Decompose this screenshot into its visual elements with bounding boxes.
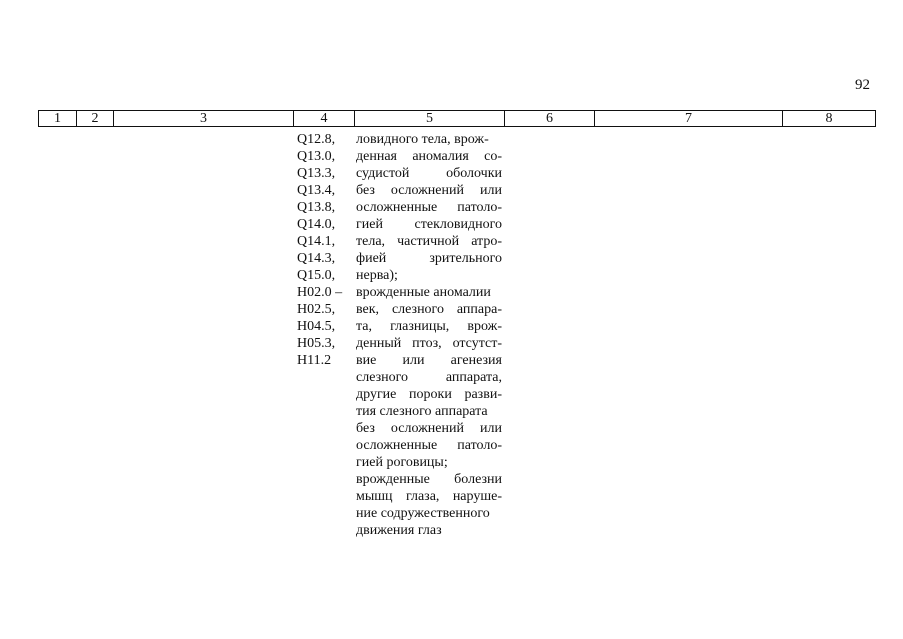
- word: аппарата,: [445, 370, 502, 385]
- page-number: 92: [855, 77, 870, 93]
- word: со-: [484, 149, 502, 164]
- text-line: врожденные аномалии: [356, 285, 491, 300]
- word: аномалия: [412, 149, 469, 164]
- text-line: [356, 301, 502, 318]
- header-cell-6: 6: [505, 111, 595, 126]
- text-line: [356, 165, 502, 182]
- text-line: [356, 335, 502, 352]
- word: патоло-: [457, 200, 502, 215]
- text-line: нерва);: [356, 268, 398, 283]
- word: гией: [356, 217, 383, 232]
- header-cell-5: 5: [355, 111, 505, 126]
- text-line: [356, 386, 502, 403]
- header-cell-8: 8: [825, 111, 833, 126]
- word: тела,: [356, 234, 386, 249]
- diagnosis-code: Q14.0,: [297, 217, 336, 232]
- text-line: [356, 148, 502, 165]
- text-line: [356, 437, 502, 454]
- word: век,: [356, 302, 380, 317]
- header-cell-3: 3: [114, 111, 294, 126]
- text-line: [356, 352, 502, 369]
- diagnosis-code: H02.0 –: [297, 285, 343, 300]
- text-line: [356, 199, 502, 216]
- diagnosis-code: Q14.1,: [297, 234, 336, 249]
- text-line: [356, 250, 502, 267]
- text-line: ловидного тела, врож-: [356, 132, 489, 147]
- word: или: [402, 353, 425, 368]
- word: врожденные: [356, 472, 430, 487]
- header-cell-2: 2: [77, 111, 114, 126]
- text-line: [356, 318, 502, 335]
- text-line: ние содружественного: [356, 506, 490, 521]
- word: глазницы,: [390, 319, 450, 334]
- word: атро-: [471, 234, 502, 249]
- column-4-codes: [297, 131, 342, 369]
- diagnosis-code: H11.2: [297, 353, 332, 368]
- diagnosis-code: Q13.3,: [297, 166, 336, 181]
- word: частичной: [397, 234, 460, 249]
- text-line: [356, 471, 502, 488]
- text-line: [356, 216, 502, 233]
- header-cell-4: 4: [294, 111, 355, 126]
- table-header-row: [38, 110, 876, 127]
- word: разви-: [464, 387, 502, 402]
- header-cell-7: 7: [595, 111, 783, 126]
- word: слезного: [391, 302, 444, 317]
- word: фией: [356, 251, 387, 266]
- diagnosis-code: Q12.8,: [297, 132, 336, 147]
- word: другие: [356, 387, 397, 402]
- text-line: [356, 420, 502, 437]
- word: та,: [356, 319, 373, 334]
- word: оболочки: [446, 166, 502, 181]
- word: слезного: [356, 370, 409, 385]
- word: птоз,: [412, 336, 442, 351]
- text-line: движения глаз: [356, 523, 442, 538]
- word: отсутст-: [452, 336, 502, 351]
- diagnosis-code: H04.5,: [297, 319, 336, 334]
- word: аппара-: [456, 302, 502, 317]
- word: осложнений: [390, 421, 464, 436]
- word: мышц: [356, 489, 393, 504]
- diagnosis-code: H02.5,: [297, 302, 336, 317]
- word: без: [356, 183, 375, 198]
- column-5-text: [356, 131, 502, 539]
- word: вие: [356, 353, 377, 368]
- diagnosis-code: Q15.0,: [297, 268, 336, 283]
- text-line: [356, 369, 502, 386]
- diagnosis-code: Q13.0,: [297, 149, 336, 164]
- diagnosis-code: Q14.3,: [297, 251, 336, 266]
- text-line: [356, 488, 502, 505]
- word: судистой: [356, 166, 410, 181]
- word: осложненные: [356, 438, 438, 453]
- word: денный: [356, 336, 402, 351]
- word: осложнений: [390, 183, 464, 198]
- diagnosis-code: Q13.4,: [297, 183, 336, 198]
- text-line: [356, 233, 502, 250]
- word: пороки: [409, 387, 452, 402]
- word: или: [480, 183, 502, 198]
- word: патоло-: [457, 438, 502, 453]
- word: или: [480, 421, 502, 436]
- text-line: [356, 182, 502, 199]
- word: наруше-: [452, 489, 502, 504]
- word: болезни: [454, 472, 502, 487]
- header-cell-1: 1: [39, 111, 77, 126]
- word: денная: [356, 149, 397, 164]
- text-line: тия слезного аппарата: [356, 404, 488, 419]
- word: без: [356, 421, 375, 436]
- word: агенезия: [450, 353, 502, 368]
- word: стекловидного: [414, 217, 502, 232]
- word: зрительного: [429, 251, 502, 266]
- word: осложненные: [356, 200, 438, 215]
- word: глаза,: [405, 489, 440, 504]
- diagnosis-code: Q13.8,: [297, 200, 336, 215]
- text-line: гией роговицы;: [356, 455, 448, 470]
- word: врож-: [467, 319, 502, 334]
- diagnosis-code: H05.3,: [297, 336, 336, 351]
